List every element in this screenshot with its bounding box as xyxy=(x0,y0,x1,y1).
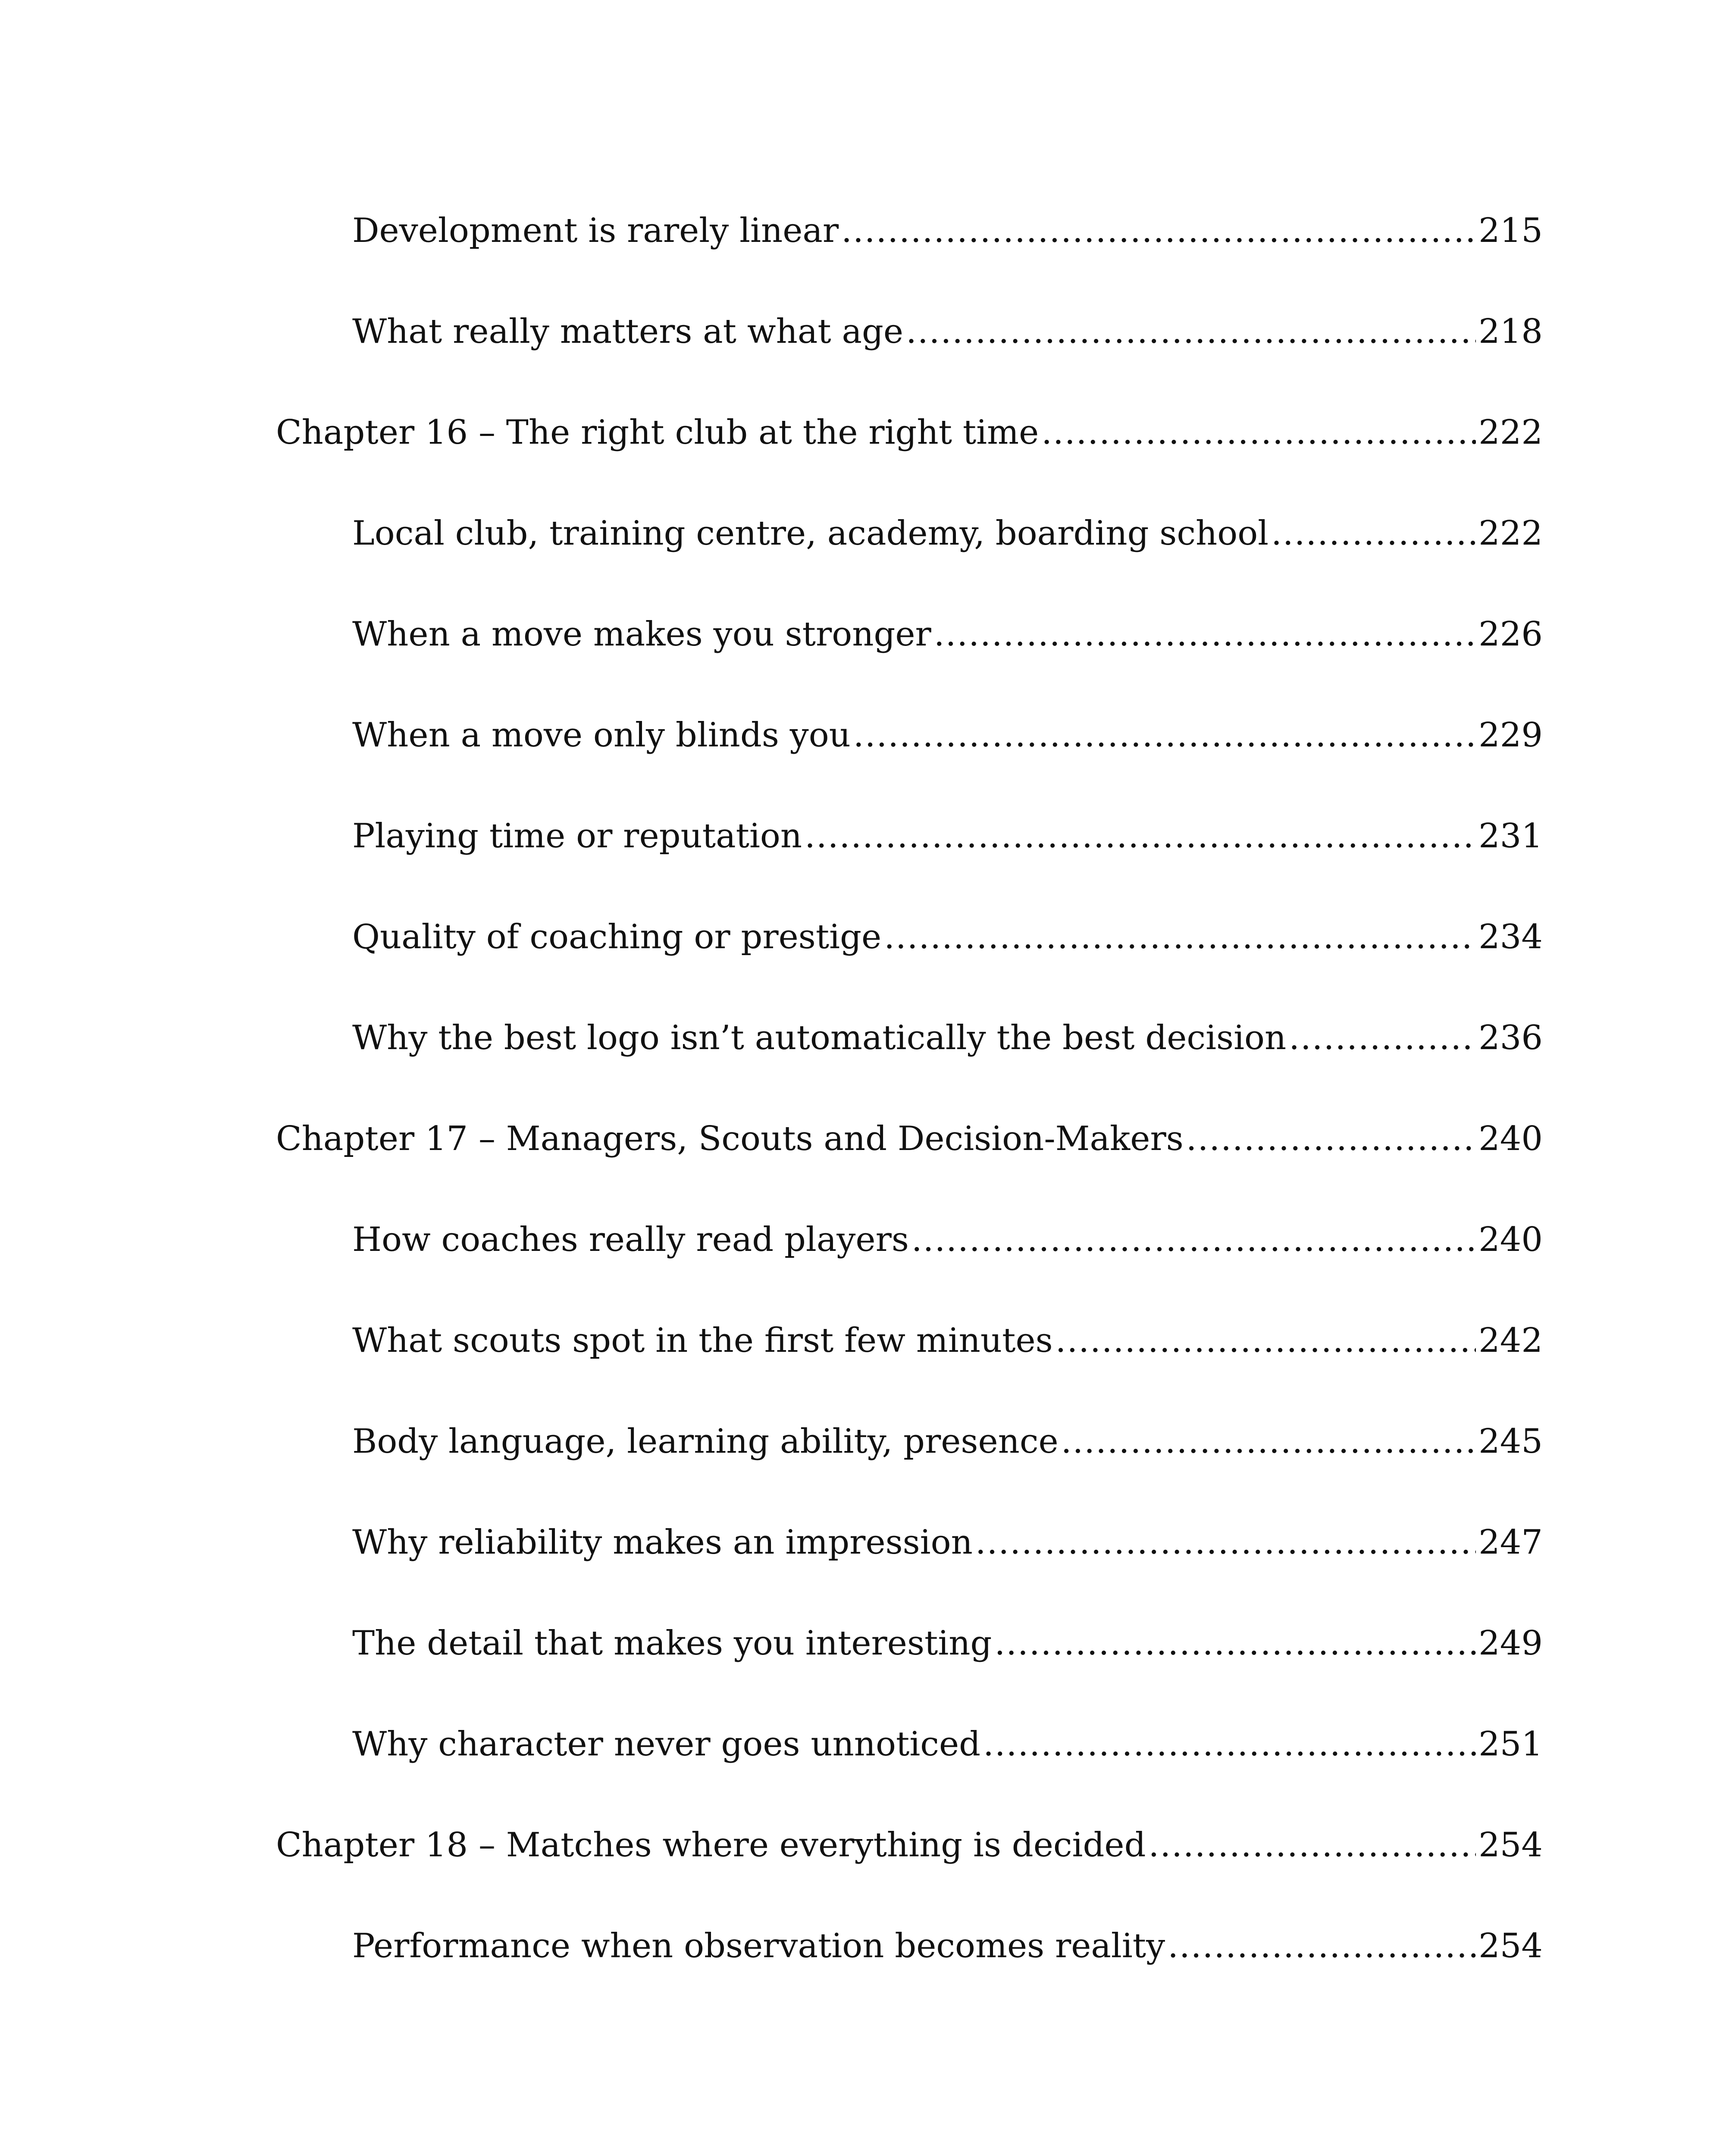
toc-entry[interactable] xyxy=(352,1317,1543,1364)
toc-chapter-entry[interactable] xyxy=(276,1821,1543,1869)
toc-entry[interactable] xyxy=(352,812,1543,860)
toc-entry-title: Why the best logo isn’t automatically the best decision xyxy=(352,1018,1287,1057)
dot-leader xyxy=(1055,1317,1476,1364)
toc-entry[interactable] xyxy=(352,308,1543,355)
toc-entry[interactable] xyxy=(352,1014,1543,1062)
toc-page-number: 229 xyxy=(1478,716,1543,755)
dot-leader xyxy=(906,308,1476,355)
toc-page-number: 231 xyxy=(1478,817,1543,856)
toc-entry-title: Why reliability makes an impression xyxy=(352,1523,973,1562)
toc-page-number: 222 xyxy=(1478,413,1543,452)
toc-entry[interactable] xyxy=(352,1922,1543,1970)
dot-leader xyxy=(983,1720,1476,1768)
dot-leader xyxy=(1061,1418,1476,1465)
toc-page-number: 236 xyxy=(1478,1018,1543,1057)
toc-page-number: 249 xyxy=(1478,1624,1543,1663)
toc-entry-title: Development is rarely linear xyxy=(352,211,839,250)
dot-leader xyxy=(975,1519,1476,1566)
toc-entry[interactable] xyxy=(352,611,1543,658)
dot-leader xyxy=(934,611,1476,658)
toc-page-number: 247 xyxy=(1478,1523,1543,1562)
toc-entry[interactable] xyxy=(352,1720,1543,1768)
toc-entry[interactable] xyxy=(352,1418,1543,1465)
toc-page-number: 251 xyxy=(1478,1725,1543,1764)
toc-page-number: 240 xyxy=(1478,1220,1543,1259)
toc-entry-title: Quality of coaching or prestige xyxy=(352,918,882,956)
dot-leader xyxy=(841,207,1476,254)
toc-chapter-entry[interactable] xyxy=(276,1115,1543,1163)
toc-page-number: 242 xyxy=(1478,1321,1543,1360)
toc-chapter-entry[interactable] xyxy=(276,409,1543,456)
toc-page-number: 240 xyxy=(1478,1119,1543,1158)
toc-entry[interactable] xyxy=(352,1216,1543,1263)
toc-entry-title: Local club, training centre, academy, boarding school xyxy=(352,514,1269,553)
toc-chapter-title: Chapter 18 – Matches where everything is decided xyxy=(276,1826,1146,1865)
dot-leader xyxy=(1149,1821,1476,1869)
dot-leader xyxy=(1186,1115,1476,1163)
dot-leader xyxy=(1271,510,1476,557)
toc-entry-title: What scouts spot in the first few minutes xyxy=(352,1321,1053,1360)
toc-entry-title: The detail that makes you interesting xyxy=(352,1624,992,1663)
toc-entry[interactable] xyxy=(352,913,1543,961)
toc-page-number: 245 xyxy=(1478,1422,1543,1461)
toc-entry-title: Why character never goes unnoticed xyxy=(352,1725,981,1764)
dot-leader xyxy=(1041,409,1476,456)
toc-entry-title: Playing time or reputation xyxy=(352,817,802,856)
toc-page-number: 254 xyxy=(1478,1826,1543,1865)
toc-entry[interactable] xyxy=(352,711,1543,759)
dot-leader xyxy=(805,812,1476,860)
dot-leader xyxy=(853,711,1476,759)
dot-leader xyxy=(1168,1922,1476,1970)
toc-entry[interactable] xyxy=(352,510,1543,557)
toc-entry-title: When a move only blinds you xyxy=(352,716,851,755)
toc-page-number: 254 xyxy=(1478,1927,1543,1965)
dot-leader xyxy=(1289,1014,1476,1062)
toc-entry-title: When a move makes you stronger xyxy=(352,615,931,654)
toc-entry-title: Body language, learning ability, presence xyxy=(352,1422,1059,1461)
toc-page-number: 226 xyxy=(1478,615,1543,654)
toc-page-number: 234 xyxy=(1478,918,1543,956)
toc-entry-title: How coaches really read players xyxy=(352,1220,909,1259)
toc-entry[interactable] xyxy=(352,1519,1543,1566)
toc-page-number: 218 xyxy=(1478,312,1543,351)
toc-entry[interactable] xyxy=(352,207,1543,254)
toc-page-number: 222 xyxy=(1478,514,1543,553)
dot-leader xyxy=(994,1620,1476,1667)
toc-entry-title: What really matters at what age xyxy=(352,312,904,351)
toc-entry-title: Performance when observation becomes reality xyxy=(352,1927,1165,1965)
toc-chapter-title: Chapter 17 – Managers, Scouts and Decision-Makers xyxy=(276,1119,1184,1158)
toc-page-number: 215 xyxy=(1478,211,1543,250)
toc-chapter-title: Chapter 16 – The right club at the right time xyxy=(276,413,1039,452)
toc-entry[interactable] xyxy=(352,1620,1543,1667)
dot-leader xyxy=(884,913,1476,961)
dot-leader xyxy=(911,1216,1476,1263)
